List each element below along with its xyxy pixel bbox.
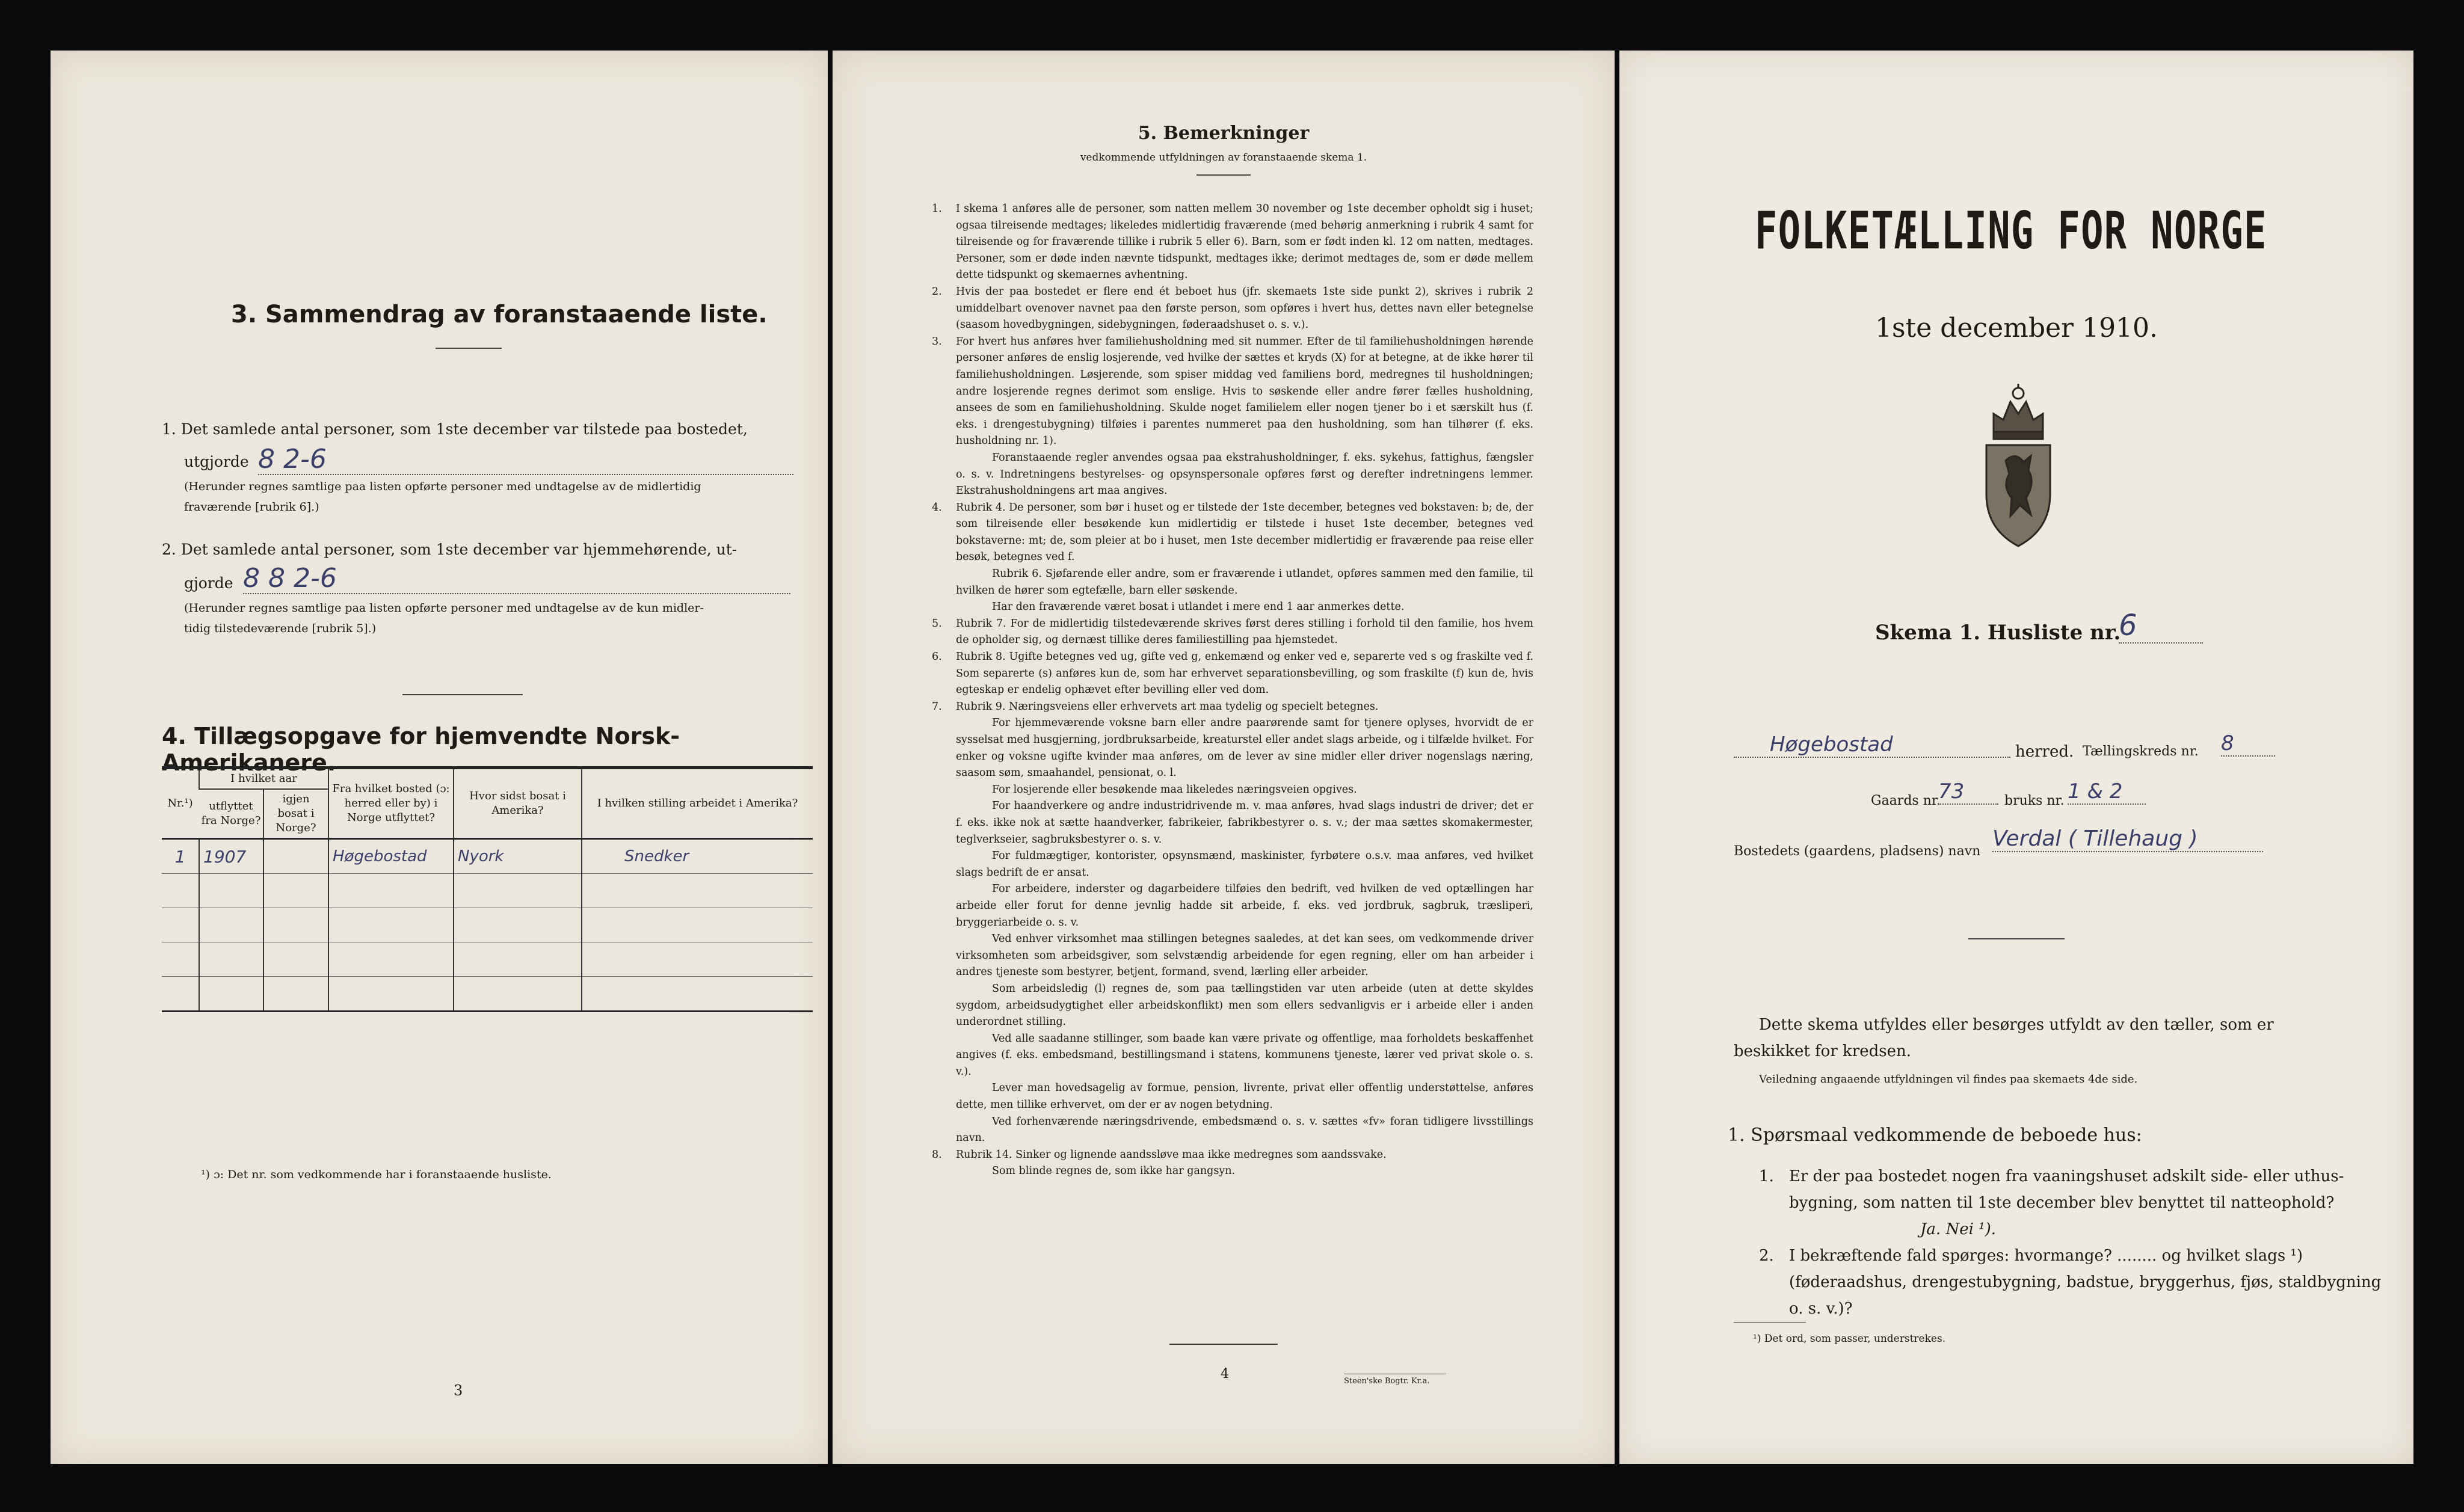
table-row (162, 977, 813, 1012)
cell-last-place: Nyork (454, 839, 582, 874)
cell-nr (162, 977, 199, 1012)
remark-text: Som blinde regnes de, som ikke har gangsyn. (992, 1165, 1236, 1178)
section-3-title: 3. Sammendrag av foranstaaende liste. (231, 301, 768, 328)
remark-number: 4. (932, 501, 942, 514)
col-from-place: Fra hvilket bosted (ɔ: herred eller by) i Norge utflyttet? (328, 768, 454, 839)
remark-text: Rubrik 9. Næringsveiens eller erhvervets art maa tydelig og specielt betegnes. (956, 700, 1379, 713)
remark-paragraph (932, 1147, 1533, 1164)
remark-text: Hvis der paa bostedet er flere end ét beboet hus (jfr. skemaets 1ste side punkt 2), skrives i rubrik 2 umiddelbart ovenover navnet paa den første person, som opføres i hvert hus, dettes navn eller betegnelse (saasom hovedbygningen, sidebygningen, føderaadshuset o. s. v.). (956, 285, 1533, 331)
table-row (162, 908, 813, 942)
cell-from-place: Høgebostad (328, 839, 454, 874)
cell-last-place (454, 942, 582, 977)
divider (1968, 938, 2065, 939)
q1-number: 1. (1759, 1167, 1774, 1185)
remark-number: 1. (932, 203, 942, 215)
cell-returned (263, 977, 328, 1012)
cell-nr (162, 874, 199, 908)
remark-paragraph (932, 500, 1533, 566)
cell-returned (263, 942, 328, 977)
q2-text: I bekræftende fald spørges: hvormange? ........ og hvilket slags ¹) (føderaadshus, drengestubygning, badstue, bryggerhus, fjøs, staldbygning o. s. v.)? (1789, 1247, 2382, 1318)
cell-last-place (454, 908, 582, 942)
remark-paragraph (932, 782, 1533, 799)
section-4-title: 4. Tillægsopgave for hjemvendte Norsk-Amerikanere. (162, 723, 680, 776)
page-middle (833, 51, 1615, 1464)
remark-text: Ved forhenværende næringsdrivende, embedsmænd o. s. v. sættes «fv» foran tidligere livsstillings navn. (956, 1115, 1533, 1145)
cell-returned (263, 908, 328, 942)
remark-text: Foranstaaende regler anvendes ogsaa paa ekstrahusholdninger, f. eks. sykehus, fattighus, fængsler o. s. v. Indretningens bestyrelses- og opsynspersonale opføres først og derefter indretningens lemmer. Ekstrahusholdningens art maa angives. (956, 451, 1533, 497)
cell-nr: 1 (162, 839, 199, 874)
cell-emigrated (199, 977, 263, 1012)
remark-text: For fuldmægtiger, kontorister, opsynsmænd, maskinister, fyrbøtere o.s.v. maa anføres, ved hvilket slags bedrift de er ansat. (956, 850, 1533, 879)
remark-paragraph (932, 981, 1533, 1031)
remark-paragraph (932, 931, 1533, 981)
remark-paragraph (932, 1031, 1533, 1081)
divider (436, 348, 502, 349)
kreds-label: Tællingskreds nr. (2083, 744, 2199, 759)
remarks-list (932, 201, 1533, 1180)
remark-text: Rubrik 8. Ugifte betegnes ved ug, gifte ved g, enkemænd og enker ved e, separerte ved s og fraskilte ved f. Som separerte (s) anføres kun de, som har erhvervet separationsbevilling, og som fraskilte (f) kun de, hvis egteskap er endelig ophævet efter bevilling eller ved dom. (956, 651, 1533, 696)
item-1-text: 1. Det samlede antal personer, som 1ste december var tilstede paa bostedet, (162, 420, 748, 438)
instruction-small: Veiledning angaaende utfyldningen vil findes paa skemaets 4de side. (1759, 1073, 2138, 1086)
remarks-subtitle: vedkommende utfyldningen av foranstaaende skema 1. (1080, 152, 1367, 164)
remark-paragraph (932, 566, 1533, 599)
form-title: FOLKETÆLLING FOR NORGE (1755, 201, 2267, 261)
cell-emigrated: 1907 (199, 839, 263, 874)
remark-text: Har den fraværende været bosat i utlandet i mere end 1 aar anmerkes dette. (992, 601, 1405, 613)
remark-text: Ved enhver virksomhet maa stillingen betegnes saaledes, at det kan sees, om vedkommende driver virksomheten som arbeidsgiver, som selvstændig arbeidende for egen regning, eller om han arbeider i andres tjeneste som bestyrer, betjent, formand, svend, lærling eller arbeider. (956, 933, 1533, 979)
divider (1734, 1322, 1806, 1323)
remark-number: 5. (932, 617, 942, 630)
item-2-note-2: tidig tilstedeværende [rubrik 5].) (184, 622, 377, 635)
remark-paragraph (932, 798, 1533, 848)
skema-label: Skema 1. Husliste nr. (1875, 621, 2121, 645)
bosted-label: Bostedets (gaardens, pladsens) navn (1734, 844, 1981, 859)
q1-answer: Ja. Nei ¹). (1920, 1220, 1997, 1238)
remark-text: Rubrik 14. Sinker og lignende aandssløve maa ikke medregnes som aandssvake. (956, 1148, 1387, 1161)
remark-paragraph (932, 450, 1533, 500)
form-footnote: ¹) Det ord, som passer, understrekes. (1753, 1333, 1946, 1345)
remark-number: 2. (932, 285, 942, 298)
remark-text: For hjemmeværende voksne barn eller andre paarørende samt for tjenere oplyses, hvorvidt de er sysselsat med husgjerning, jordbruksarbeide, kreaturstel eller andet slags arbeide, og i tilfælde hvilket. For enker og voksne ugifte kvinder maa anføres, om de lever av sine midler eller driver nogenslags næring, saasom søm, smaahandel, pensionat, o. l. (956, 717, 1533, 779)
cell-last-place (454, 874, 582, 908)
page-right (1619, 51, 2413, 1464)
remark-text: Rubrik 4. De personer, som bør i huset og er tilstede der 1ste december, betegnes ved bokstaven: b; de, der som tilreisende eller besøkende kun midlertidig er tilstede i huset 1ste december, betegnes ved bokstaverne: mt; de, som pleier at bo i huset, men 1ste december midlertidig er fraværende paa reise eller besøk, betegnes ved f. (956, 501, 1533, 564)
col-last-place: Hvor sidst bosat i Amerika? (454, 768, 582, 839)
table-row (162, 942, 813, 977)
item-1-note-1: (Herunder regnes samtlige paa listen opførte personer med undtagelse av de midlertidig (184, 480, 701, 493)
cell-position (582, 874, 813, 908)
cell-position: Snedker (582, 839, 813, 874)
page-left (51, 51, 828, 1464)
table-footnote: ¹) ɔ: Det nr. som vedkommende har i foranstaaende husliste. (201, 1168, 552, 1181)
herred-value: Høgebostad (1734, 733, 2010, 758)
col-position: I hvilken stilling arbeidet i Amerika? (582, 768, 813, 839)
q1-text: Er der paa bostedet nogen fra vaaningshuset adskilt side- eller uthus-bygning, som natten til 1ste december blev benyttet til natteophold? (1789, 1167, 2344, 1212)
remarks-title: 5. Bemerkninger (1138, 123, 1310, 144)
husliste-nr: 6 (2119, 609, 2203, 644)
bruks-value: 1 & 2 (2068, 779, 2146, 805)
questions-heading: 1. Spørsmaal vedkommende de beboede hus: (1728, 1125, 2142, 1146)
item-2-value: 8 8 2-6 (243, 563, 790, 594)
col-year-group: I hvilket aar (199, 768, 328, 790)
remark-text: Ved alle saadanne stillinger, som baade kan være private og offentlige, maa forholdets beskaffenhet angives (f. eks. embedsmand, bestillingsmand i statens, kommunens tjeneste, lærer ved privat skole o. s. v.). (956, 1032, 1533, 1078)
col-nr: Nr.¹) (167, 797, 193, 810)
page-number: 4 (1221, 1366, 1229, 1381)
cell-position (582, 977, 813, 1012)
item-1-note-2: fraværende [rubrik 6].) (184, 500, 319, 514)
cell-from-place (328, 942, 454, 977)
remark-text: For haandverkere og andre industridrivende m. v. maa anføres, hvad slags industri de driver; det er f. eks. ikke nok at sætte haandverker, fabrikeier, fabrikbestyrer o. s. v.; der maa sættes skomakermester, teglverkseier, sagbruksbestyrer o. s. v. (956, 800, 1533, 846)
remark-text: Lever man hovedsagelig av formue, pension, livrente, privat eller offentlig understøttelse, anføres dette, men tillike erhvervet, om der er av nogen betydning. (956, 1082, 1533, 1111)
remark-paragraph (932, 616, 1533, 649)
item-2-note-1: (Herunder regnes samtlige paa listen opførte personer med undtagelse av de kun midler- (184, 601, 704, 615)
instruction-line-1: Dette skema utfyldes eller besørges utfyldt av den tæller, som er (1759, 1016, 2274, 1034)
form-date: 1ste december 1910. (1874, 313, 2158, 343)
bosted-value: Verdal ( Tillehaug ) (1992, 826, 2263, 852)
herred-label: herred. (2015, 743, 2074, 761)
cell-from-place (328, 908, 454, 942)
remark-number: 8. (932, 1148, 942, 1161)
remark-paragraph (932, 284, 1533, 334)
cell-position (582, 942, 813, 977)
cell-emigrated (199, 874, 263, 908)
page-number: 3 (454, 1382, 463, 1399)
gaards-label: Gaards nr. (1871, 793, 1941, 808)
cell-nr (162, 908, 199, 942)
cell-emigrated (199, 908, 263, 942)
remark-text: For hvert hus anføres hver familiehusholdning med sit nummer. Efter de til familiehusholdningen hørende personer anføres de enslig losjerende, ved hvilke der sættes et kryds (X) for at betegne, at de ikke hører til familiehusholdningen. Løsjerende, som spiser middag ved familiens bord, medregnes til husholdningen; andre losjerende regnes derimot som enslige. Hvis to søskende eller andre fører fælles husholdning, ansees de som en familiehusholdning. Skulde noget familielem eller nogen tjener bo i et særskilt hus (f. eks. i drengestubygning) tilføies i parentes nummeret paa den husholdning, som han tilhører (f. eks. husholdning nr. 1). (956, 335, 1533, 447)
divider (402, 694, 523, 695)
remark-text: For arbeidere, inderster og dagarbeidere tilføies den bedrift, ved hvilken de ved optællingen har arbeide eller forut for denne jevnlig hadde sit arbeide, f. eks. ved jordbruk, sagbruk, træsliperi, bryggeriarbeide o. s. v. (956, 883, 1533, 929)
remark-paragraph (932, 699, 1533, 716)
cell-emigrated (199, 942, 263, 977)
table-row (162, 839, 813, 874)
norsk-amerikanere-table (162, 766, 813, 1012)
remark-text: Rubrik 7. For de midlertidig tilstedeværende skrives først deres stilling i forhold til den familie, hos hvem de opholder sig, og dernæst tillike deres familiestilling paa hjemstedet. (956, 617, 1533, 647)
table-row (162, 874, 813, 908)
remark-number: 6. (932, 651, 942, 663)
remark-paragraph (932, 599, 1533, 616)
cell-last-place (454, 977, 582, 1012)
remark-text: Som arbeidsledig (l) regnes de, som paa tællingstiden var uten arbeide (uten at dette skyldes sygdom, arbeidsudygtighet eller arbeidskonflikt) men som ellers sedvanligvis er i arbeide eller i anden underordnet stilling. (956, 982, 1533, 1028)
remark-paragraph (932, 1114, 1533, 1147)
remark-number: 3. (932, 335, 942, 348)
remark-number: 7. (932, 700, 942, 713)
remark-paragraph (932, 848, 1533, 881)
remark-text: For losjerende eller besøkende maa likeledes næringsveien opgives. (992, 783, 1357, 796)
item-2-label: gjorde (184, 574, 233, 592)
instruction-line-2: beskikket for kredsen. (1734, 1042, 1911, 1060)
remark-text: I skema 1 anføres alle de personer, som natten mellem 30 november og 1ste december opholdt sig i huset; ogsaa tilreisende medtages; likeledes midlertidig fraværende (med behørig anmerkning i rubrik 4 samt for tilreisende og for fraværende tillike i rubrik 5 eller 6). Barn, som er født inden kl. 12 om natten, medtages. Personer, som er døde inden nævnte tidspunkt, medtages ikke; derimot medtages de, som er døde mellem dette tidspunkt og skemaernes avhentning. (956, 203, 1533, 281)
remark-paragraph (932, 649, 1533, 699)
remark-paragraph (932, 1163, 1533, 1180)
remark-paragraph (932, 1080, 1533, 1113)
cell-from-place (328, 977, 454, 1012)
remark-paragraph (932, 715, 1533, 781)
cell-returned (263, 839, 328, 874)
col-emigrated: utflyttet fra Norge? (201, 800, 261, 827)
cell-from-place (328, 874, 454, 908)
printer-mark: Steen'ske Bogtr. Kr.a. (1344, 1377, 1430, 1386)
bruks-label: bruks nr. (2004, 793, 2065, 808)
coat-of-arms-icon (1976, 380, 2061, 550)
remark-paragraph (932, 201, 1533, 284)
cell-nr (162, 942, 199, 977)
divider (1197, 174, 1251, 176)
gaards-value: 73 (1938, 779, 1998, 805)
item-1-label: utgjorde (184, 453, 249, 470)
q2-number: 2. (1759, 1247, 1774, 1265)
cell-position (582, 908, 813, 942)
col-returned: igjen bosat i Norge? (263, 789, 328, 839)
kreds-value: 8 (2221, 731, 2275, 757)
cell-returned (263, 874, 328, 908)
item-1-value: 8 2-6 (258, 444, 793, 475)
remark-paragraph (932, 881, 1533, 931)
item-2-text: 2. Det samlede antal personer, som 1ste december var hjemmehørende, ut- (162, 541, 738, 558)
remark-text: Rubrik 6. Sjøfarende eller andre, som er fraværende i utlandet, opføres sammen med den familie, til hvilken de hører som egtefælle, barn eller søskende. (956, 568, 1533, 597)
remark-paragraph (932, 334, 1533, 450)
divider (1169, 1344, 1278, 1345)
